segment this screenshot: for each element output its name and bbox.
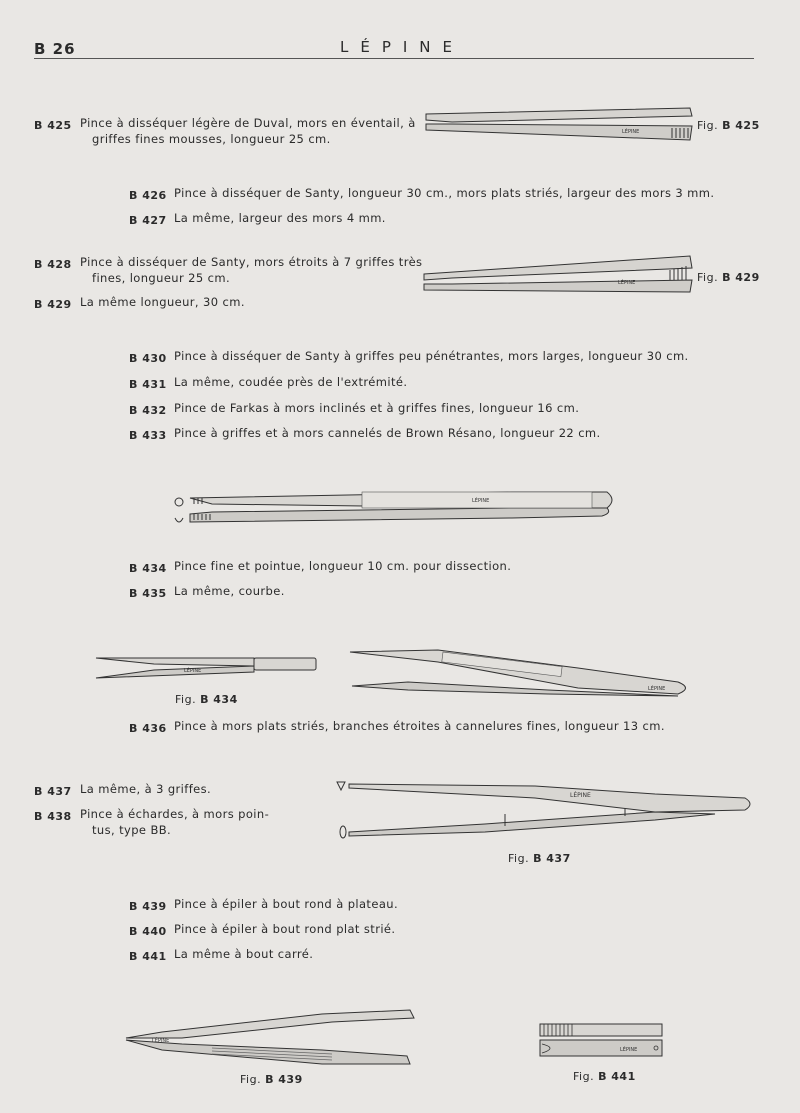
figure-b429-engraving: LÉPINE (618, 280, 636, 286)
entry-text-b434: Pince fine et pointue, longueur 10 cm. pour dissection. (174, 559, 512, 573)
entry-code-b440: B 440 (129, 925, 167, 938)
entry-text-b433: Pince à griffes et à mors cannelés de Brown Résano, longueur 22 cm. (174, 426, 601, 440)
figure-b434-engraving: LÉPINE (184, 668, 202, 674)
entry-text-b432: Pince de Farkas à mors inclinés et à griffes fines, longueur 16 cm. (174, 401, 580, 415)
figure-label-b439: Fig. B 439 (240, 1073, 303, 1086)
entry-code-b433: B 433 (129, 429, 167, 442)
entry-text-b431: La même, coudée près de l'extrémité. (174, 375, 408, 389)
figure-label-b437: Fig. B 437 (508, 852, 571, 865)
entry-text-b439: Pince à épiler à bout rond à plateau. (174, 897, 399, 911)
figure-b436-engraving: LÉPINE (648, 686, 666, 692)
entry-text-b430: Pince à disséquer de Santy à griffes peu pénétrantes, mors larges, longueur 30 cm. (174, 349, 689, 363)
entry-text-b425-line1: Pince à disséquer légère de Duval, mors en éventail, à (80, 116, 416, 130)
figure-b439-engraving: LÉPINE (152, 1038, 170, 1044)
entry-code-b439: B 439 (129, 900, 167, 913)
entry-text-b435: La même, courbe. (174, 584, 285, 598)
figure-b430-engraving: LÉPINE (472, 498, 490, 504)
entry-text-b428-line2: fines, longueur 25 cm. (92, 271, 231, 285)
figure-b437-engraving: LÉPINE (570, 792, 591, 799)
page-title: LÉPINE (340, 38, 465, 56)
entry-text-b438-line1: Pince à échardes, à mors poin- (80, 807, 270, 821)
entry-text-b429: La même longueur, 30 cm. (80, 295, 245, 309)
entry-text-b441: La même à bout carré. (174, 947, 314, 961)
entry-text-b438-line2: tus, type BB. (92, 823, 172, 837)
figure-b436-forceps (348, 648, 698, 698)
figure-b430-forceps (172, 488, 622, 533)
figure-label-b441: Fig. B 441 (573, 1070, 636, 1083)
figure-b441-tweezers (538, 1020, 668, 1060)
figure-label-b429: Fig. B 429 (697, 271, 760, 284)
figure-b434-forceps (94, 654, 319, 684)
entry-code-b429: B 429 (34, 298, 72, 311)
entry-text-b427: La même, largeur des mors 4 mm. (174, 211, 386, 225)
figure-b441-engraving: LÉPINE (620, 1047, 638, 1053)
entry-code-b432: B 432 (129, 404, 167, 417)
figure-b439-tweezers (122, 1008, 422, 1068)
figure-label-b434: Fig. B 434 (175, 693, 238, 706)
entry-code-b430: B 430 (129, 352, 167, 365)
figure-b429-forceps (422, 254, 697, 294)
entry-text-b436: Pince à mors plats striés, branches étroites à cannelures fines, longueur 13 cm. (174, 719, 665, 733)
entry-code-b441: B 441 (129, 950, 167, 963)
entry-code-b436: B 436 (129, 722, 167, 735)
entry-code-b431: B 431 (129, 378, 167, 391)
entry-text-b437: La même, à 3 griffes. (80, 782, 212, 796)
header-rule (34, 58, 754, 59)
entry-code-b428: B 428 (34, 258, 72, 271)
figure-label-b425: Fig. B 425 (697, 119, 760, 132)
page-number: B 26 (34, 40, 76, 58)
entry-code-b435: B 435 (129, 587, 167, 600)
figure-b437-forceps (335, 780, 755, 840)
figure-b425-forceps (422, 106, 702, 136)
entry-code-b434: B 434 (129, 562, 167, 575)
entry-code-b438: B 438 (34, 810, 72, 823)
entry-text-b425-line2: griffes fines mousses, longueur 25 cm. (92, 132, 331, 146)
entry-text-b426: Pince à disséquer de Santy, longueur 30 cm., mors plats striés, largeur des mors 3 mm. (174, 186, 715, 200)
entry-code-b437: B 437 (34, 785, 72, 798)
entry-text-b440: Pince à épiler à bout rond plat strié. (174, 922, 396, 936)
entry-code-b426: B 426 (129, 189, 167, 202)
entry-code-b425: B 425 (34, 119, 72, 132)
figure-b425-engraving: LÉPINE (622, 129, 640, 135)
entry-code-b427: B 427 (129, 214, 167, 227)
entry-text-b428-line1: Pince à disséquer de Santy, mors étroits à 7 griffes très (80, 255, 423, 269)
